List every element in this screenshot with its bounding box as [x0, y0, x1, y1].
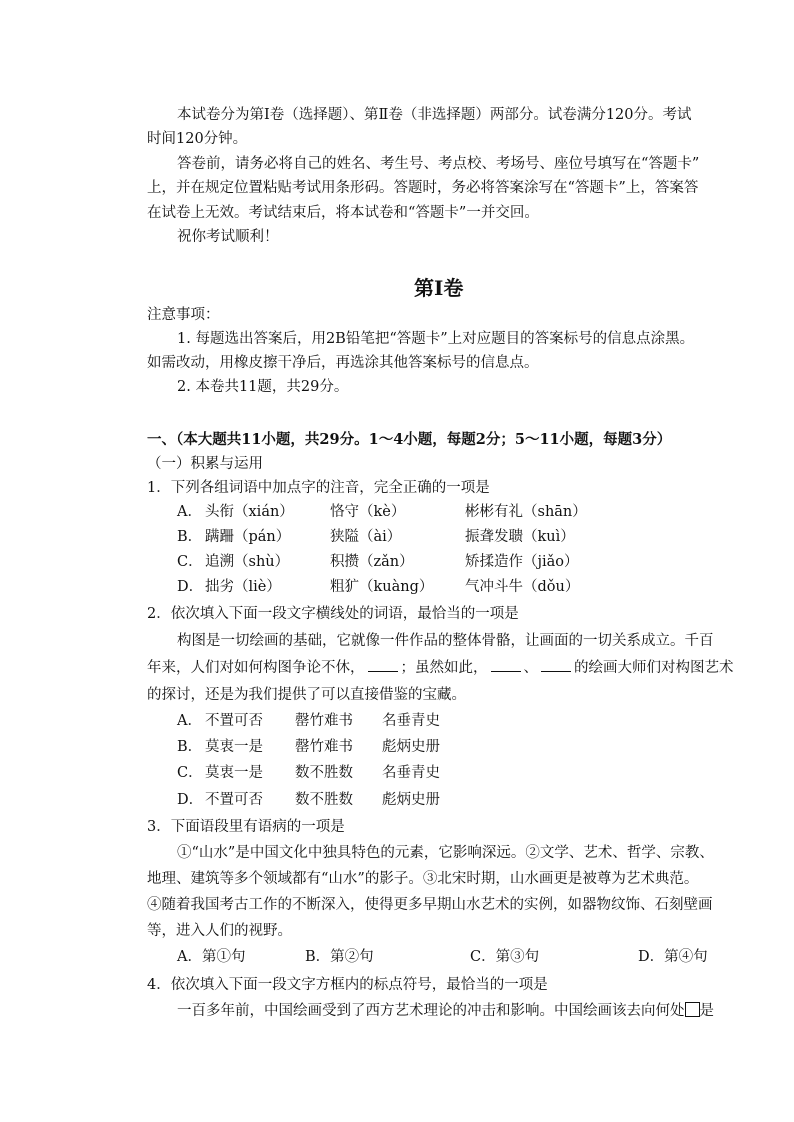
q3-passage-line-1: ①“山水”是中国文化中独具特色的元素，它影响深远。②文学、艺术、哲学、宗教、 [177, 845, 714, 861]
q2-passage-text: ；虽然如此， [400, 660, 488, 676]
q4-punctuation-box [685, 1002, 700, 1017]
q2-passage-line-3: 的探讨，还是为我们提供了可以直接借鉴的宝藏。 [147, 687, 466, 703]
q1-option-label: D． [177, 579, 204, 595]
part1-heading: 一、（本大题共11小题，共29分。1～4小题，每题2分；5～11小题，每题3分） [147, 431, 672, 448]
intro-line-4: 上，并在规定位置粘贴考试用条形码。答题时，务必将答案涂写在“答题卡”上，答案答 [147, 180, 699, 196]
q2-option-word: 莫衷一是 [205, 739, 263, 755]
q1-option-word: 彬彬有礼（shān） [465, 504, 587, 520]
q3-option-c: C．第③句 [470, 949, 540, 965]
part1-subheading: （一）积累与运用 [147, 456, 263, 472]
q2-blank-1 [368, 671, 398, 672]
q1-option-word: 恪守（kè） [330, 504, 406, 520]
q1-option-word: 积攒（zǎn） [330, 554, 414, 570]
note-2: 2. 本卷共11题，共29分。 [177, 379, 349, 395]
note-1-line-1: 1. 每题选出答案后，用2B铅笔把“答题卡”上对应题目的答案标号的信息点涂黑。 [177, 331, 695, 347]
q1-option-word: 粗犷（kuàng） [330, 579, 434, 595]
q2-option-word: 名垂青史 [382, 765, 440, 781]
q2-passage-text: 的绘画大师们对构图艺术 [574, 660, 734, 676]
q1-option-word: 拙劣（liè） [205, 579, 281, 595]
q3-stem: 3．下面语段里有语病的一项是 [147, 819, 345, 835]
q2-option-word: 彪炳史册 [382, 792, 440, 808]
q2-option-label: C． [177, 765, 203, 781]
q3-passage-line-4: 等，进入人们的视野。 [147, 923, 292, 939]
q4-passage-text: 一百多年前，中国绘画受到了西方艺术理论的冲击和影响。中国绘画该去向何处 [177, 1003, 685, 1019]
q4-passage-text: 是 [699, 1003, 714, 1019]
q4-stem: 4．依次填入下面一段文字方框内的标点符号，最恰当的一项是 [147, 977, 548, 993]
q2-option-word: 罄竹难书 [295, 713, 353, 729]
q3-passage-line-2: 地理、建筑等多个领域都有“山水”的影子。③北宋时期，山水画更是被尊为艺术典范。 [147, 871, 699, 887]
q3-option-b: B．第②句 [305, 949, 374, 965]
q1-option-word: 蹒跚（pán） [205, 529, 291, 545]
q2-passage-line-1: 构图是一切绘画的基础，它就像一件作品的整体骨骼，让画面的一切关系成立。千百 [177, 633, 714, 649]
q1-option-label: A． [177, 504, 202, 520]
q1-option-label: B． [177, 529, 203, 545]
q2-option-word: 罄竹难书 [295, 739, 353, 755]
q2-option-word: 不置可否 [205, 792, 263, 808]
q1-option-word: 头衔（xián） [205, 504, 294, 520]
q2-option-word: 数不胜数 [295, 792, 353, 808]
q2-option-word: 莫衷一是 [205, 765, 263, 781]
q2-option-label: A． [177, 713, 202, 729]
q2-option-label: B． [177, 739, 203, 755]
q2-stem: 2．依次填入下面一段文字横线处的词语，最恰当的一项是 [147, 606, 519, 622]
intro-line-3: 答卷前，请务必将自己的姓名、考生号、考点校、考场号、座位号填写在“答题卡” [177, 156, 700, 172]
q2-passage-text: 年来，人们对如何构图争论不休， [147, 660, 365, 676]
intro-line-1: 本试卷分为第Ⅰ卷（选择题）、第Ⅱ卷（非选择题）两部分。试卷满分120分。考试 [177, 107, 692, 123]
q1-option-word: 气冲斗牛（dǒu） [465, 579, 580, 595]
notes-heading: 注意事项： [147, 307, 220, 323]
intro-line-6: 祝你考试顺利！ [177, 229, 279, 245]
q3-option-d: D．第④句 [638, 949, 708, 965]
q3-passage-line-3: ④随着我国考古工作的不断深入，使得更多早期山水艺术的实例，如器物纹饰、石刻壁画 [147, 897, 713, 913]
q2-option-label: D． [177, 792, 204, 808]
q1-option-label: C． [177, 554, 203, 570]
intro-line-5: 在试卷上无效。考试结束后，将本试卷和“答题卡”一并交回。 [147, 205, 539, 221]
q1-stem: 1．下列各组词语中加点字的注音，完全正确的一项是 [147, 480, 490, 496]
section-title: 第Ⅰ卷 [414, 276, 464, 300]
intro-line-2: 时间120分钟。 [147, 131, 248, 147]
q2-passage-text: 、 [523, 660, 538, 676]
q3-option-a: A．第①句 [177, 949, 246, 965]
q2-option-word: 不置可否 [205, 713, 263, 729]
q2-passage-line-2 [147, 657, 734, 680]
q2-blank-2 [491, 671, 521, 672]
q1-option-word: 振聋发聩（kuì） [465, 529, 575, 545]
q4-passage-line-1 [177, 1000, 714, 1023]
note-1-line-2: 如需改动，用橡皮擦干净后，再选涂其他答案标号的信息点。 [147, 355, 539, 371]
q1-option-word: 矫揉造作（jiǎo） [465, 554, 579, 570]
q2-blank-3 [541, 671, 571, 672]
q2-option-word: 名垂青史 [382, 713, 440, 729]
q1-option-word: 追溯（shù） [205, 554, 290, 570]
q2-option-word: 数不胜数 [295, 765, 353, 781]
q2-option-word: 彪炳史册 [382, 739, 440, 755]
q1-option-word: 狭隘（ài） [330, 529, 402, 545]
